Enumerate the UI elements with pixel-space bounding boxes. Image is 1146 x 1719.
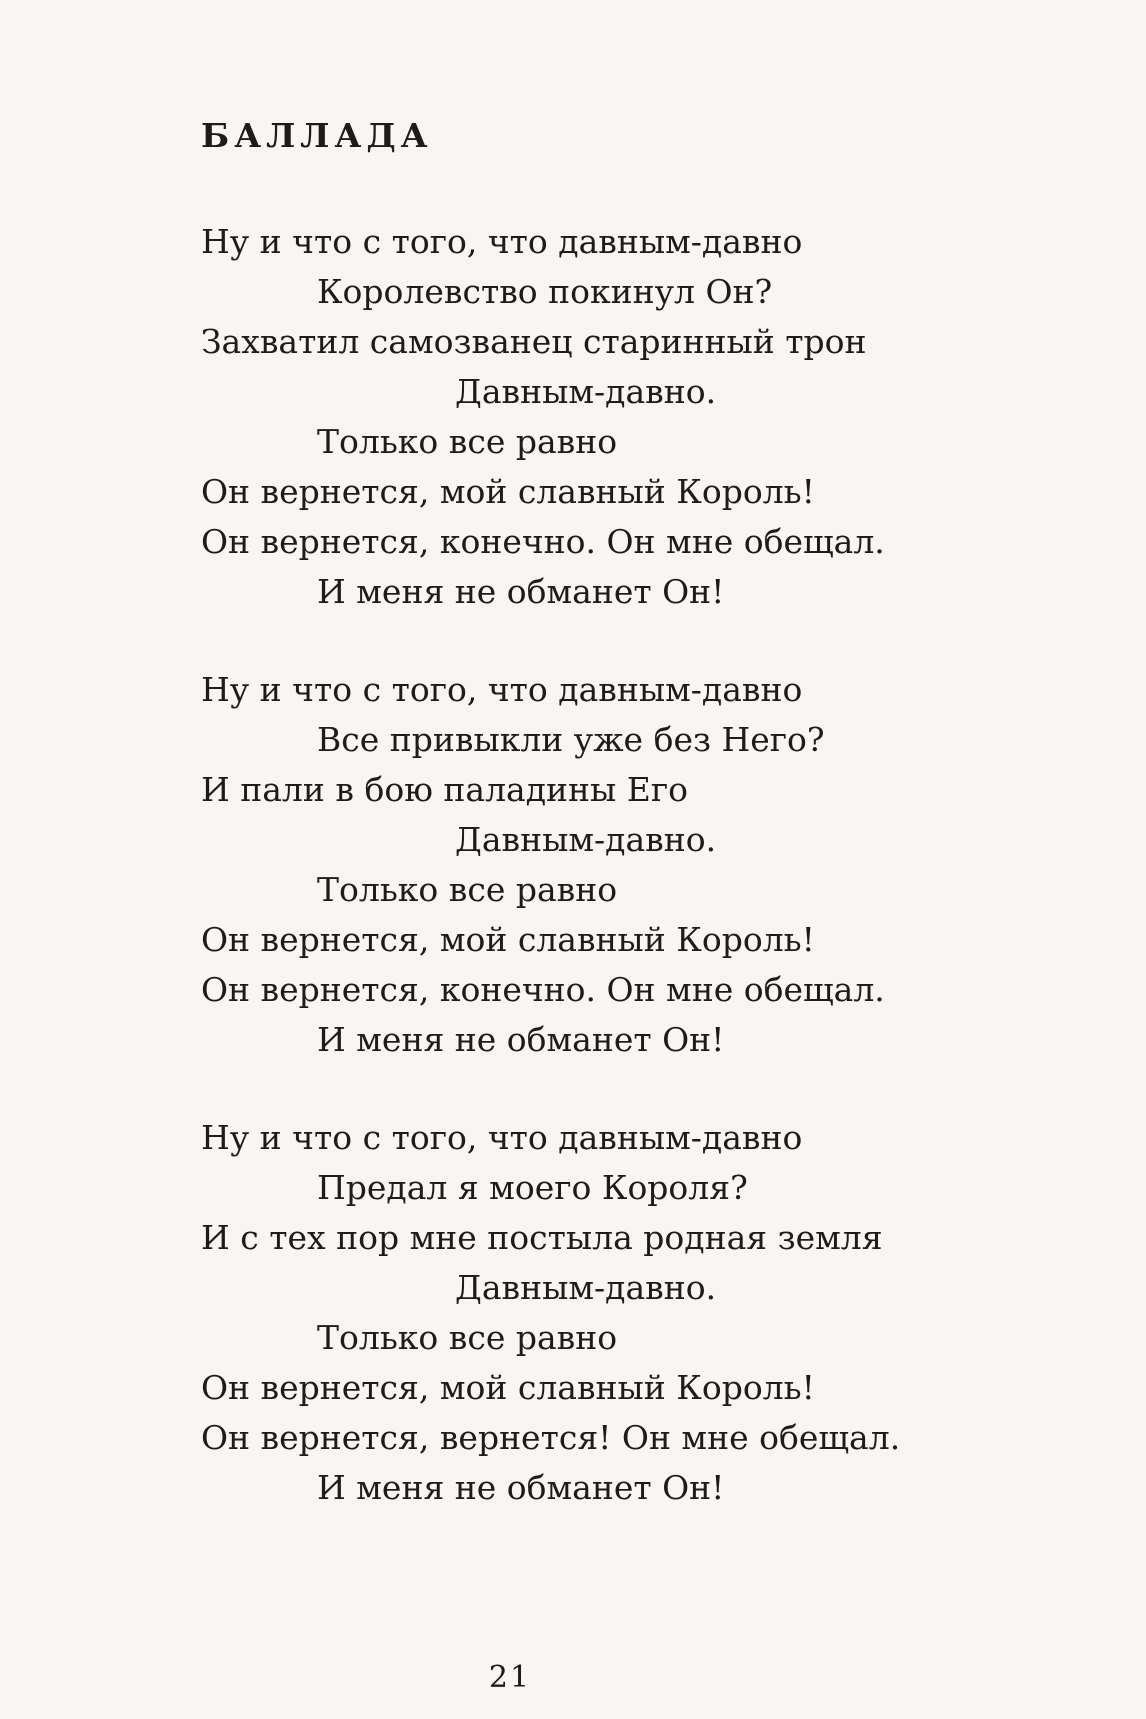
poem-line: Все привыкли уже без Него? — [317, 720, 825, 759]
poem-line: И меня не обманет Он! — [317, 1468, 725, 1507]
poem-line: Давным-давно. — [455, 820, 717, 859]
stanza-2 — [201, 665, 961, 1065]
poem-line: Давным-давно. — [455, 1268, 717, 1307]
poem-line: Ну и что с того, что давным-давно — [201, 670, 803, 709]
poem-line: Захватил самозванец старинный трон — [201, 322, 867, 361]
poem-line: Он вернется, мой славный Король! — [201, 1368, 815, 1407]
poem-line: Давным-давно. — [455, 372, 717, 411]
page-number: 21 — [488, 1660, 532, 1695]
poem-line: Королевство покинул Он? — [317, 272, 773, 311]
poem-line: Он вернется, мой славный Король! — [201, 920, 815, 959]
poem-line: Только все равно — [317, 422, 618, 461]
poem-line: И меня не обманет Он! — [317, 1020, 725, 1059]
poem-line: Ну и что с того, что давным-давно — [201, 222, 803, 261]
poem-line: И меня не обманет Он! — [317, 572, 725, 611]
poem-line: Только все равно — [317, 1318, 618, 1357]
poem-line: Ну и что с того, что давным-давно — [201, 1118, 803, 1157]
stanza-3 — [201, 1113, 961, 1513]
poem-line: И с тех пор мне постыла родная земля — [201, 1218, 883, 1257]
stanza-1 — [201, 217, 961, 617]
poem-line: Предал я моего Короля? — [317, 1168, 748, 1207]
poem-line: Только все равно — [317, 870, 618, 909]
poem-line: Он вернется, конечно. Он мне обещал. — [201, 970, 885, 1009]
poem-line: И пали в бою паладины Его — [201, 770, 689, 809]
poem-line: Он вернется, конечно. Он мне обещал. — [201, 522, 885, 561]
poem-line: Он вернется, вернется! Он мне обещал. — [201, 1418, 901, 1457]
poem-line: Он вернется, мой славный Король! — [201, 472, 815, 511]
poem-title: БАЛЛАДА — [201, 116, 433, 155]
